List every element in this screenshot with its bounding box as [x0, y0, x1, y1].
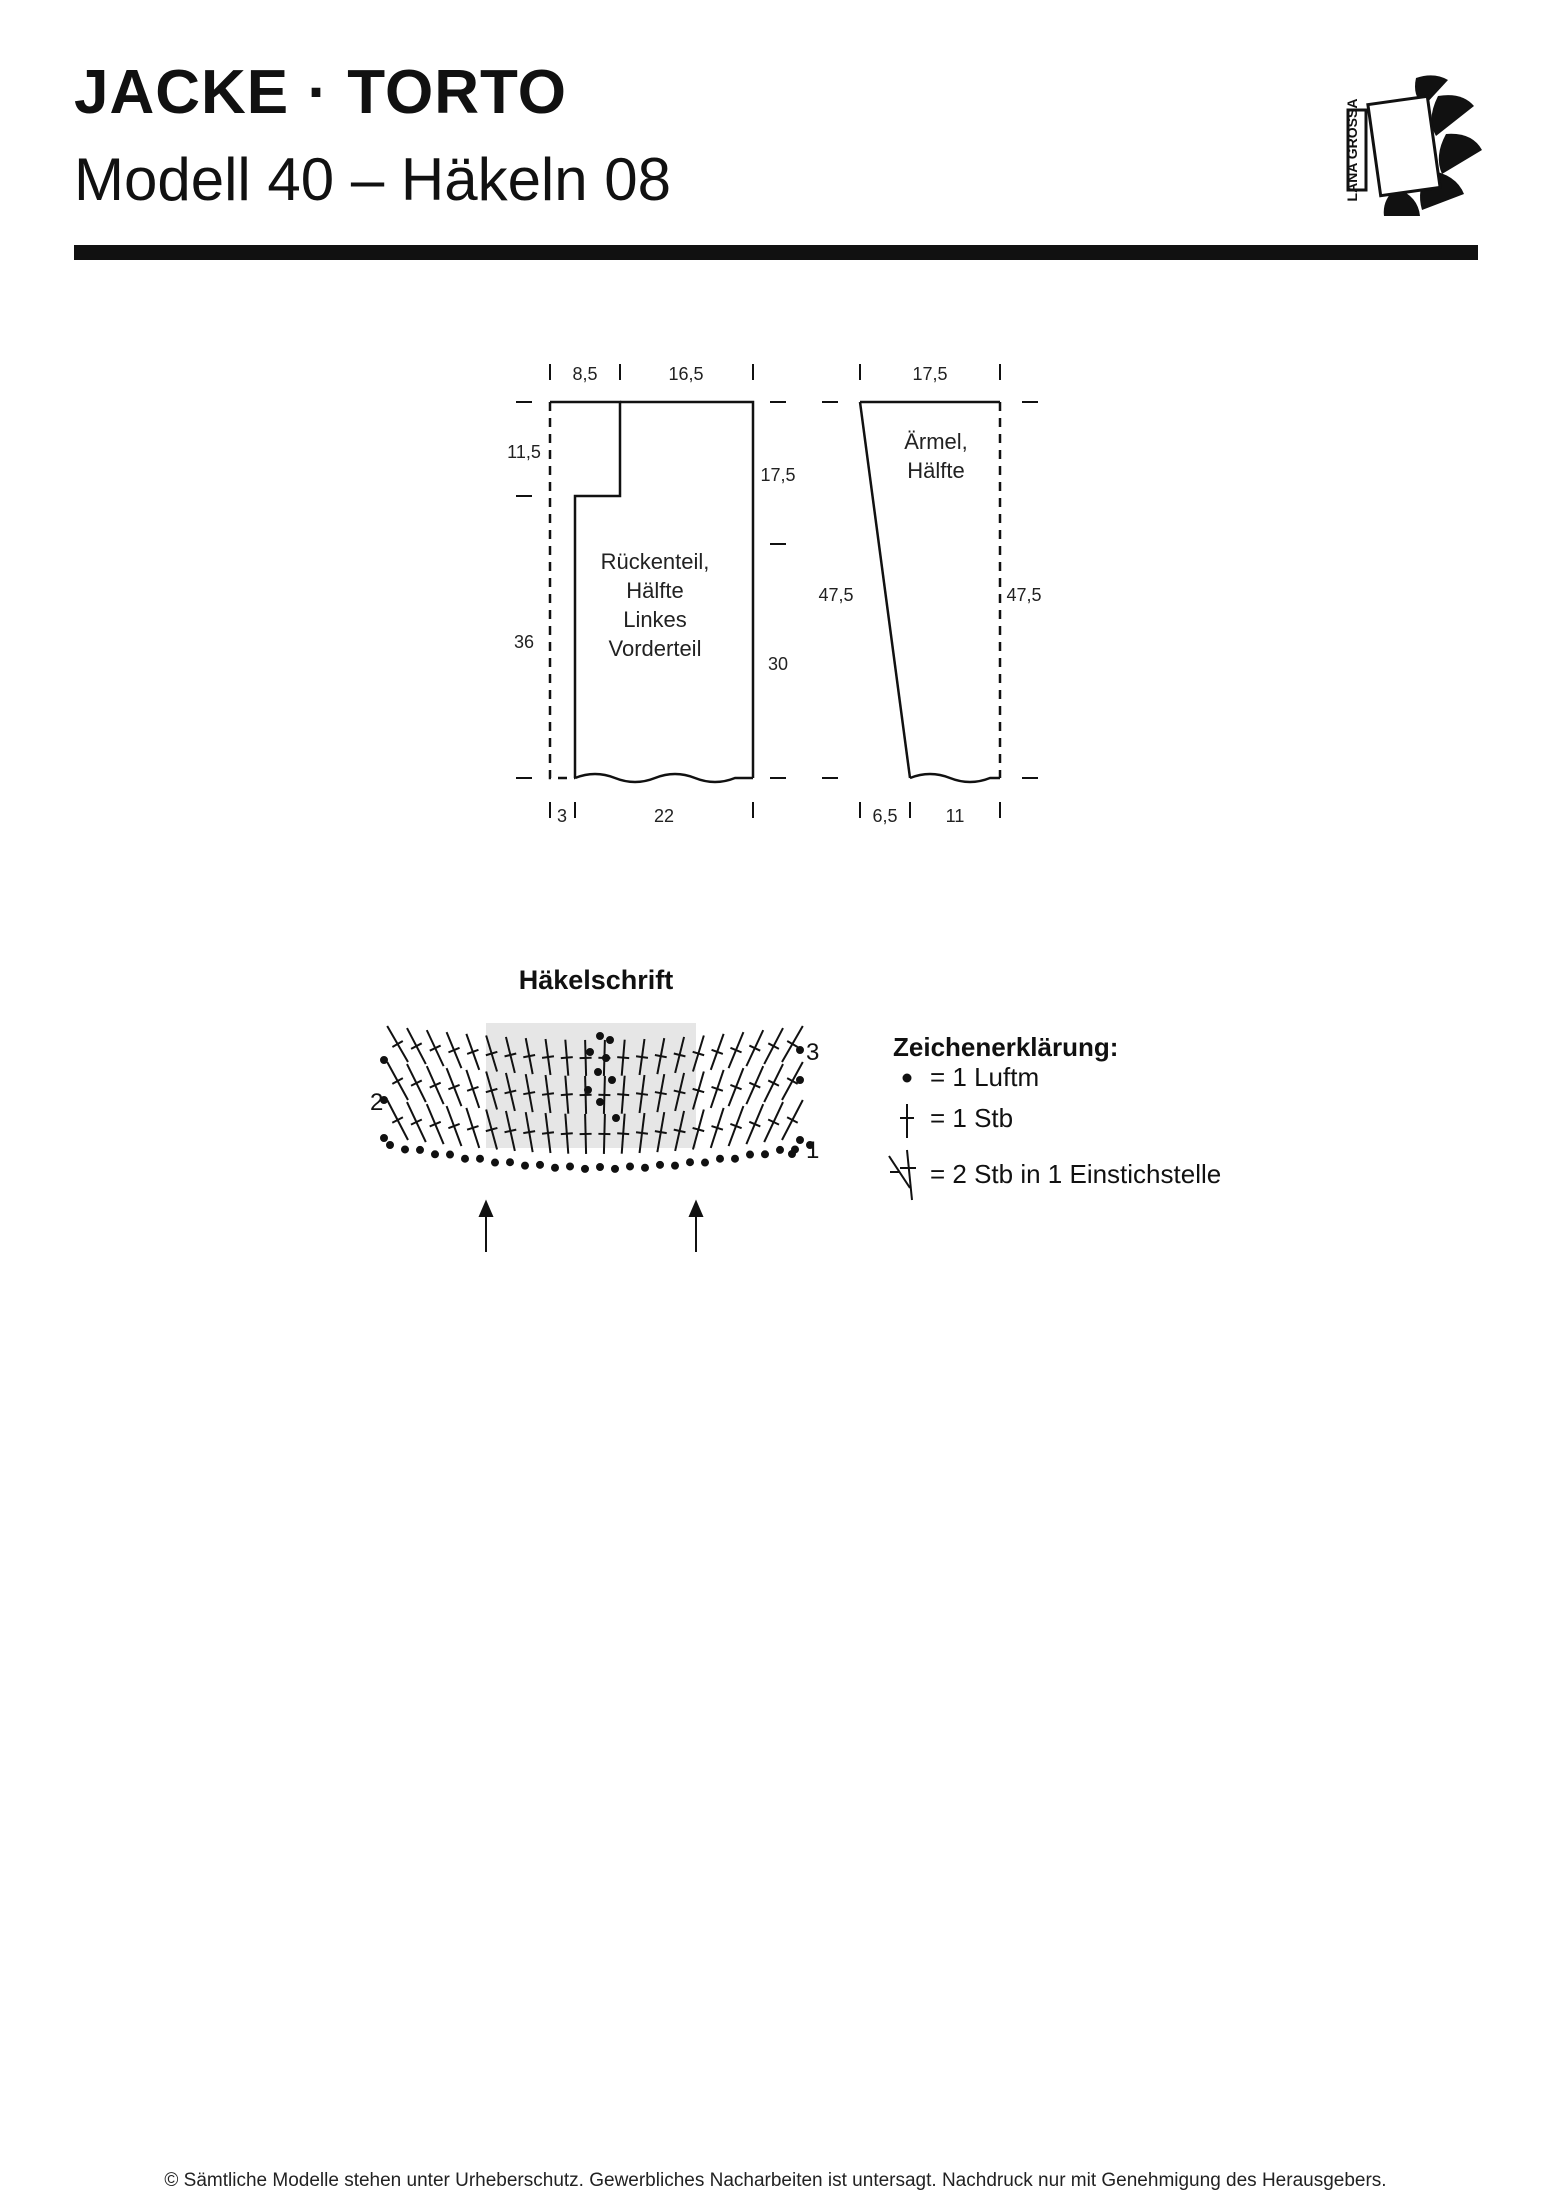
chain-stitch-dot — [432, 1151, 438, 1157]
chain-stitch-dot — [567, 1163, 573, 1169]
sleeve-label-line-2: Hälfte — [907, 458, 965, 483]
sleeve-underarm-line — [860, 402, 910, 778]
chain-stitch-dot — [537, 1162, 543, 1168]
sleeve-left-dimension: 47,5 — [818, 585, 854, 605]
double-crochet-symbol — [447, 1106, 462, 1146]
body-label-line-4: Vorderteil — [608, 636, 702, 661]
chain-stitch-dot — [732, 1156, 738, 1162]
logo-text: LANA GROSSA — [1344, 98, 1360, 202]
chain-stitch-dot — [797, 1047, 803, 1053]
chain-stitch-dot — [609, 1077, 615, 1083]
double-crochet-symbol — [782, 1026, 803, 1062]
chain-stitch-dot — [747, 1152, 753, 1158]
double-crochet-symbol — [764, 1028, 783, 1064]
repeat-start-arrow-head-icon — [480, 1202, 492, 1216]
chain-stitch-dot — [762, 1151, 768, 1157]
chain-stitch-dot — [522, 1163, 528, 1169]
sleeve-label-line-1: Ärmel, — [904, 429, 968, 454]
chain-stitch-dot — [597, 1033, 603, 1039]
chain-stitch-dot — [582, 1166, 588, 1172]
chain-stitch-dot — [402, 1146, 408, 1152]
double-crochet-symbol — [407, 1064, 426, 1102]
body-bottom-left-dimension: 3 — [556, 806, 568, 826]
two-double-crochet-same-stitch-icon — [889, 1150, 916, 1200]
chain-stitch-dot — [717, 1156, 723, 1162]
body-top-right-dimension: 16,5 — [668, 364, 704, 384]
chain-stitch-dot — [672, 1163, 678, 1169]
double-crochet-symbol — [447, 1032, 462, 1068]
double-crochet-symbol — [746, 1030, 763, 1066]
double-crochet-symbol — [729, 1106, 744, 1146]
page-title: JACKE · TORTO — [74, 58, 567, 127]
garment-schematic — [0, 0, 1551, 900]
body-right-upper-dimension: 17,5 — [760, 465, 796, 485]
legend-title: Zeichenerklärung: — [893, 1032, 1119, 1062]
repeat-end-arrow-head-icon — [690, 1202, 702, 1216]
body-left-upper-dimension: 11,5 — [507, 442, 541, 462]
body-right-lower-dimension: 30 — [767, 654, 789, 674]
double-crochet-symbol — [427, 1066, 444, 1104]
double-crochet-symbol — [746, 1066, 763, 1104]
crochet-chart — [0, 940, 1551, 1280]
page-subtitle: Modell 40 – Häkeln 08 — [74, 146, 672, 213]
double-crochet-symbol — [387, 1026, 408, 1062]
chain-stitch-dot — [587, 1049, 593, 1055]
chain-stitch-dot — [777, 1147, 783, 1153]
chain-stitch-dot — [492, 1160, 498, 1166]
double-crochet-symbol — [711, 1108, 724, 1148]
double-crochet-symbol — [387, 1100, 408, 1140]
sleeve-hem-wave — [910, 774, 1000, 782]
sleeve-bottom-right-dimension: 11 — [945, 806, 965, 826]
chain-stitch-dot — [612, 1166, 618, 1172]
sleeve-right-dimension: 47,5 — [1006, 585, 1042, 605]
body-center-dashed-line — [550, 402, 575, 778]
repeat-arrows — [480, 1202, 702, 1252]
chain-stitch-dot — [477, 1156, 483, 1162]
chain-stitch-dot — [627, 1163, 633, 1169]
double-crochet-symbol — [407, 1028, 426, 1064]
double-crochet-symbol — [782, 1100, 803, 1140]
sleeve-bottom-left-dimension: 6,5 — [872, 806, 898, 826]
chain-stitch-dot — [507, 1159, 513, 1165]
legend-item-two-double: = 2 Stb in 1 Einstichstelle — [930, 1159, 1222, 1189]
chain-stitch-dot — [462, 1156, 468, 1162]
chain-stitch-dot — [607, 1037, 613, 1043]
chain-stitch-dot — [642, 1165, 648, 1171]
body-label-line-2: Hälfte — [626, 578, 684, 603]
double-crochet-symbol — [466, 1034, 479, 1070]
chain-stitch-dot — [447, 1152, 453, 1158]
chain-stitch-dot — [797, 1137, 803, 1143]
body-left-lower-dimension: 36 — [513, 632, 535, 652]
chain-stitch-dot — [597, 1099, 603, 1105]
double-crochet-symbol — [729, 1068, 744, 1106]
body-bottom-right-dimension: 22 — [653, 806, 675, 826]
body-label-line-1: Rückenteil, — [600, 549, 710, 574]
double-crochet-symbol — [427, 1030, 444, 1066]
chain-stitch-dot — [597, 1164, 603, 1170]
body-neckline-outline — [550, 402, 620, 778]
double-crochet-symbol — [746, 1104, 763, 1144]
double-crochet-symbol — [447, 1068, 462, 1106]
legend-item-double: = 1 Stb — [930, 1103, 1014, 1133]
crochet-chart-title: Häkelschrift — [518, 965, 674, 995]
chain-stitch-dot — [595, 1069, 601, 1075]
copyright-footer: © Sämtliche Modelle stehen unter Urheberschutz. Gewerbliches Nacharbeiten ist untersagt. Nachdruck nur mit Genehmigung des Herausgebers. — [164, 2170, 1387, 2191]
chain-stitch-dot — [387, 1142, 393, 1148]
double-crochet-symbol — [764, 1064, 783, 1102]
row-number-1: 1 — [806, 1137, 820, 1164]
chain-stitch-dot — [657, 1162, 663, 1168]
chain-stitch-dot — [552, 1165, 558, 1171]
chain-stitch-dot — [789, 1151, 795, 1157]
chain-stitch-dot — [417, 1147, 423, 1153]
legend-item-chain: = 1 Luftm — [930, 1062, 1040, 1092]
chain-stitch-dot — [381, 1057, 387, 1063]
sleeve-top-dimension: 17,5 — [912, 364, 948, 384]
chain-stitch-dot-icon — [903, 1074, 912, 1083]
double-crochet-symbol — [466, 1108, 479, 1148]
double-crochet-symbol — [764, 1102, 783, 1142]
chain-stitch-dot — [613, 1115, 619, 1121]
chain-stitch-dot — [381, 1135, 387, 1141]
row-number-3: 3 — [806, 1039, 820, 1066]
double-crochet-symbol — [407, 1102, 426, 1142]
double-crochet-symbol — [711, 1034, 724, 1070]
body-top-left-dimension: 8,5 — [572, 364, 598, 384]
chain-stitch-dot — [702, 1160, 708, 1166]
chain-stitch-dot — [797, 1077, 803, 1083]
double-crochet-symbol — [729, 1032, 744, 1068]
row-number-2: 2 — [370, 1089, 384, 1116]
double-crochet-symbol — [466, 1070, 479, 1108]
double-crochet-symbol — [427, 1104, 444, 1144]
body-hem-wave — [575, 774, 753, 782]
double-crochet-icon — [900, 1104, 914, 1138]
chain-stitch-dot — [585, 1087, 591, 1093]
body-label-line-3: Linkes — [623, 607, 687, 632]
chain-stitch-dot — [603, 1055, 609, 1061]
chain-stitch-dot — [687, 1159, 693, 1165]
double-crochet-symbol — [387, 1062, 408, 1100]
double-crochet-symbol — [711, 1070, 724, 1108]
